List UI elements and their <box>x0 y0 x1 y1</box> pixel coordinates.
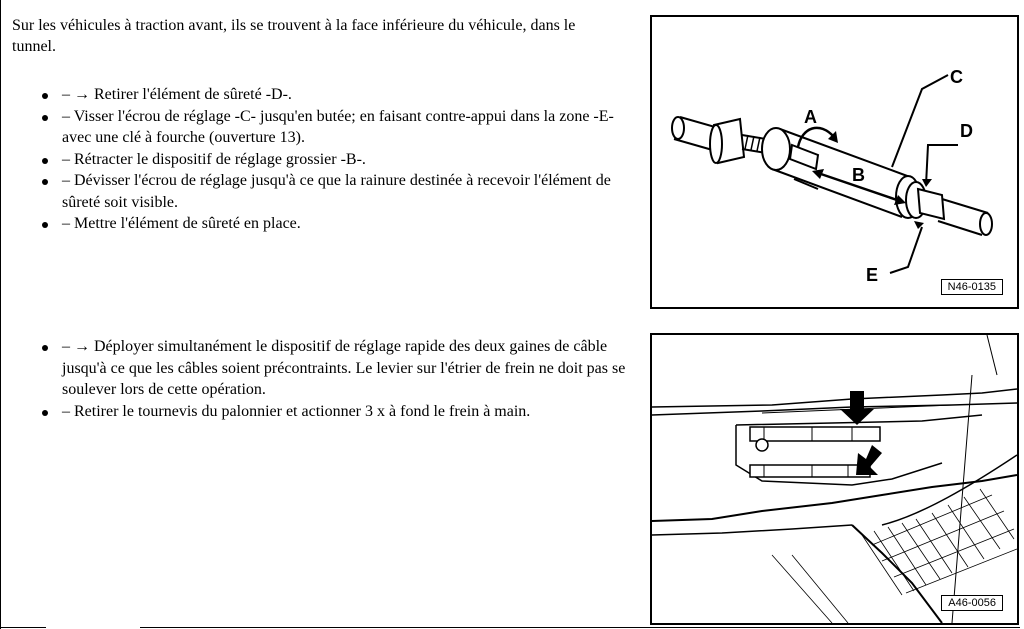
label-a: A <box>804 107 817 127</box>
cable-adjuster-illustration <box>652 17 1017 307</box>
list-item: – → Retirer l'élément de sûreté -D-. <box>38 84 628 106</box>
intro-text: Sur les véhicules à traction avant, ils se trouvent à la face inférieure du véhicule, dans le tunnel. <box>12 17 576 55</box>
divider <box>0 627 46 628</box>
figure-handbrake-tunnel <box>650 333 1019 625</box>
handbrake-tunnel-illustration <box>652 335 1017 623</box>
label-c: C <box>950 67 963 87</box>
list-item: – → Déployer simultanément le dispositif de réglage rapide des deux gaines de câble jusqu'à ce que les câbles soient précontraints. Le levier sur l'étrier de frein ne doit pas se soulever lors de cette opération. <box>38 336 628 401</box>
list-item: – Dévisser l'écrou de réglage jusqu'à ce que la rainure destinée à recevoir l'élément de sûreté soit visible. <box>38 170 628 213</box>
list-item: – Retirer le tournevis du palonnier et actionner 3 x à fond le frein à main. <box>38 401 628 423</box>
list-item: – Mettre l'élément de sûreté en place. <box>38 213 628 235</box>
label-b: B <box>852 165 865 185</box>
label-d: D <box>960 121 973 141</box>
figure-code: A46-0056 <box>941 595 1003 611</box>
figure-cable-adjuster <box>650 15 1019 309</box>
instruction-list-1 <box>38 84 628 235</box>
figure-code: N46-0135 <box>941 279 1003 295</box>
list-item: – Visser l'écrou de réglage -C- jusqu'en butée; en faisant contre-appui dans la zone -E- avec une clé à fourche (ouverture 13). <box>38 106 628 149</box>
divider <box>140 627 1020 628</box>
page-border <box>0 0 1 629</box>
list-item: – Rétracter le dispositif de réglage grossier -B-. <box>38 149 628 171</box>
label-e: E <box>866 265 879 285</box>
instruction-list-2 <box>38 336 628 422</box>
